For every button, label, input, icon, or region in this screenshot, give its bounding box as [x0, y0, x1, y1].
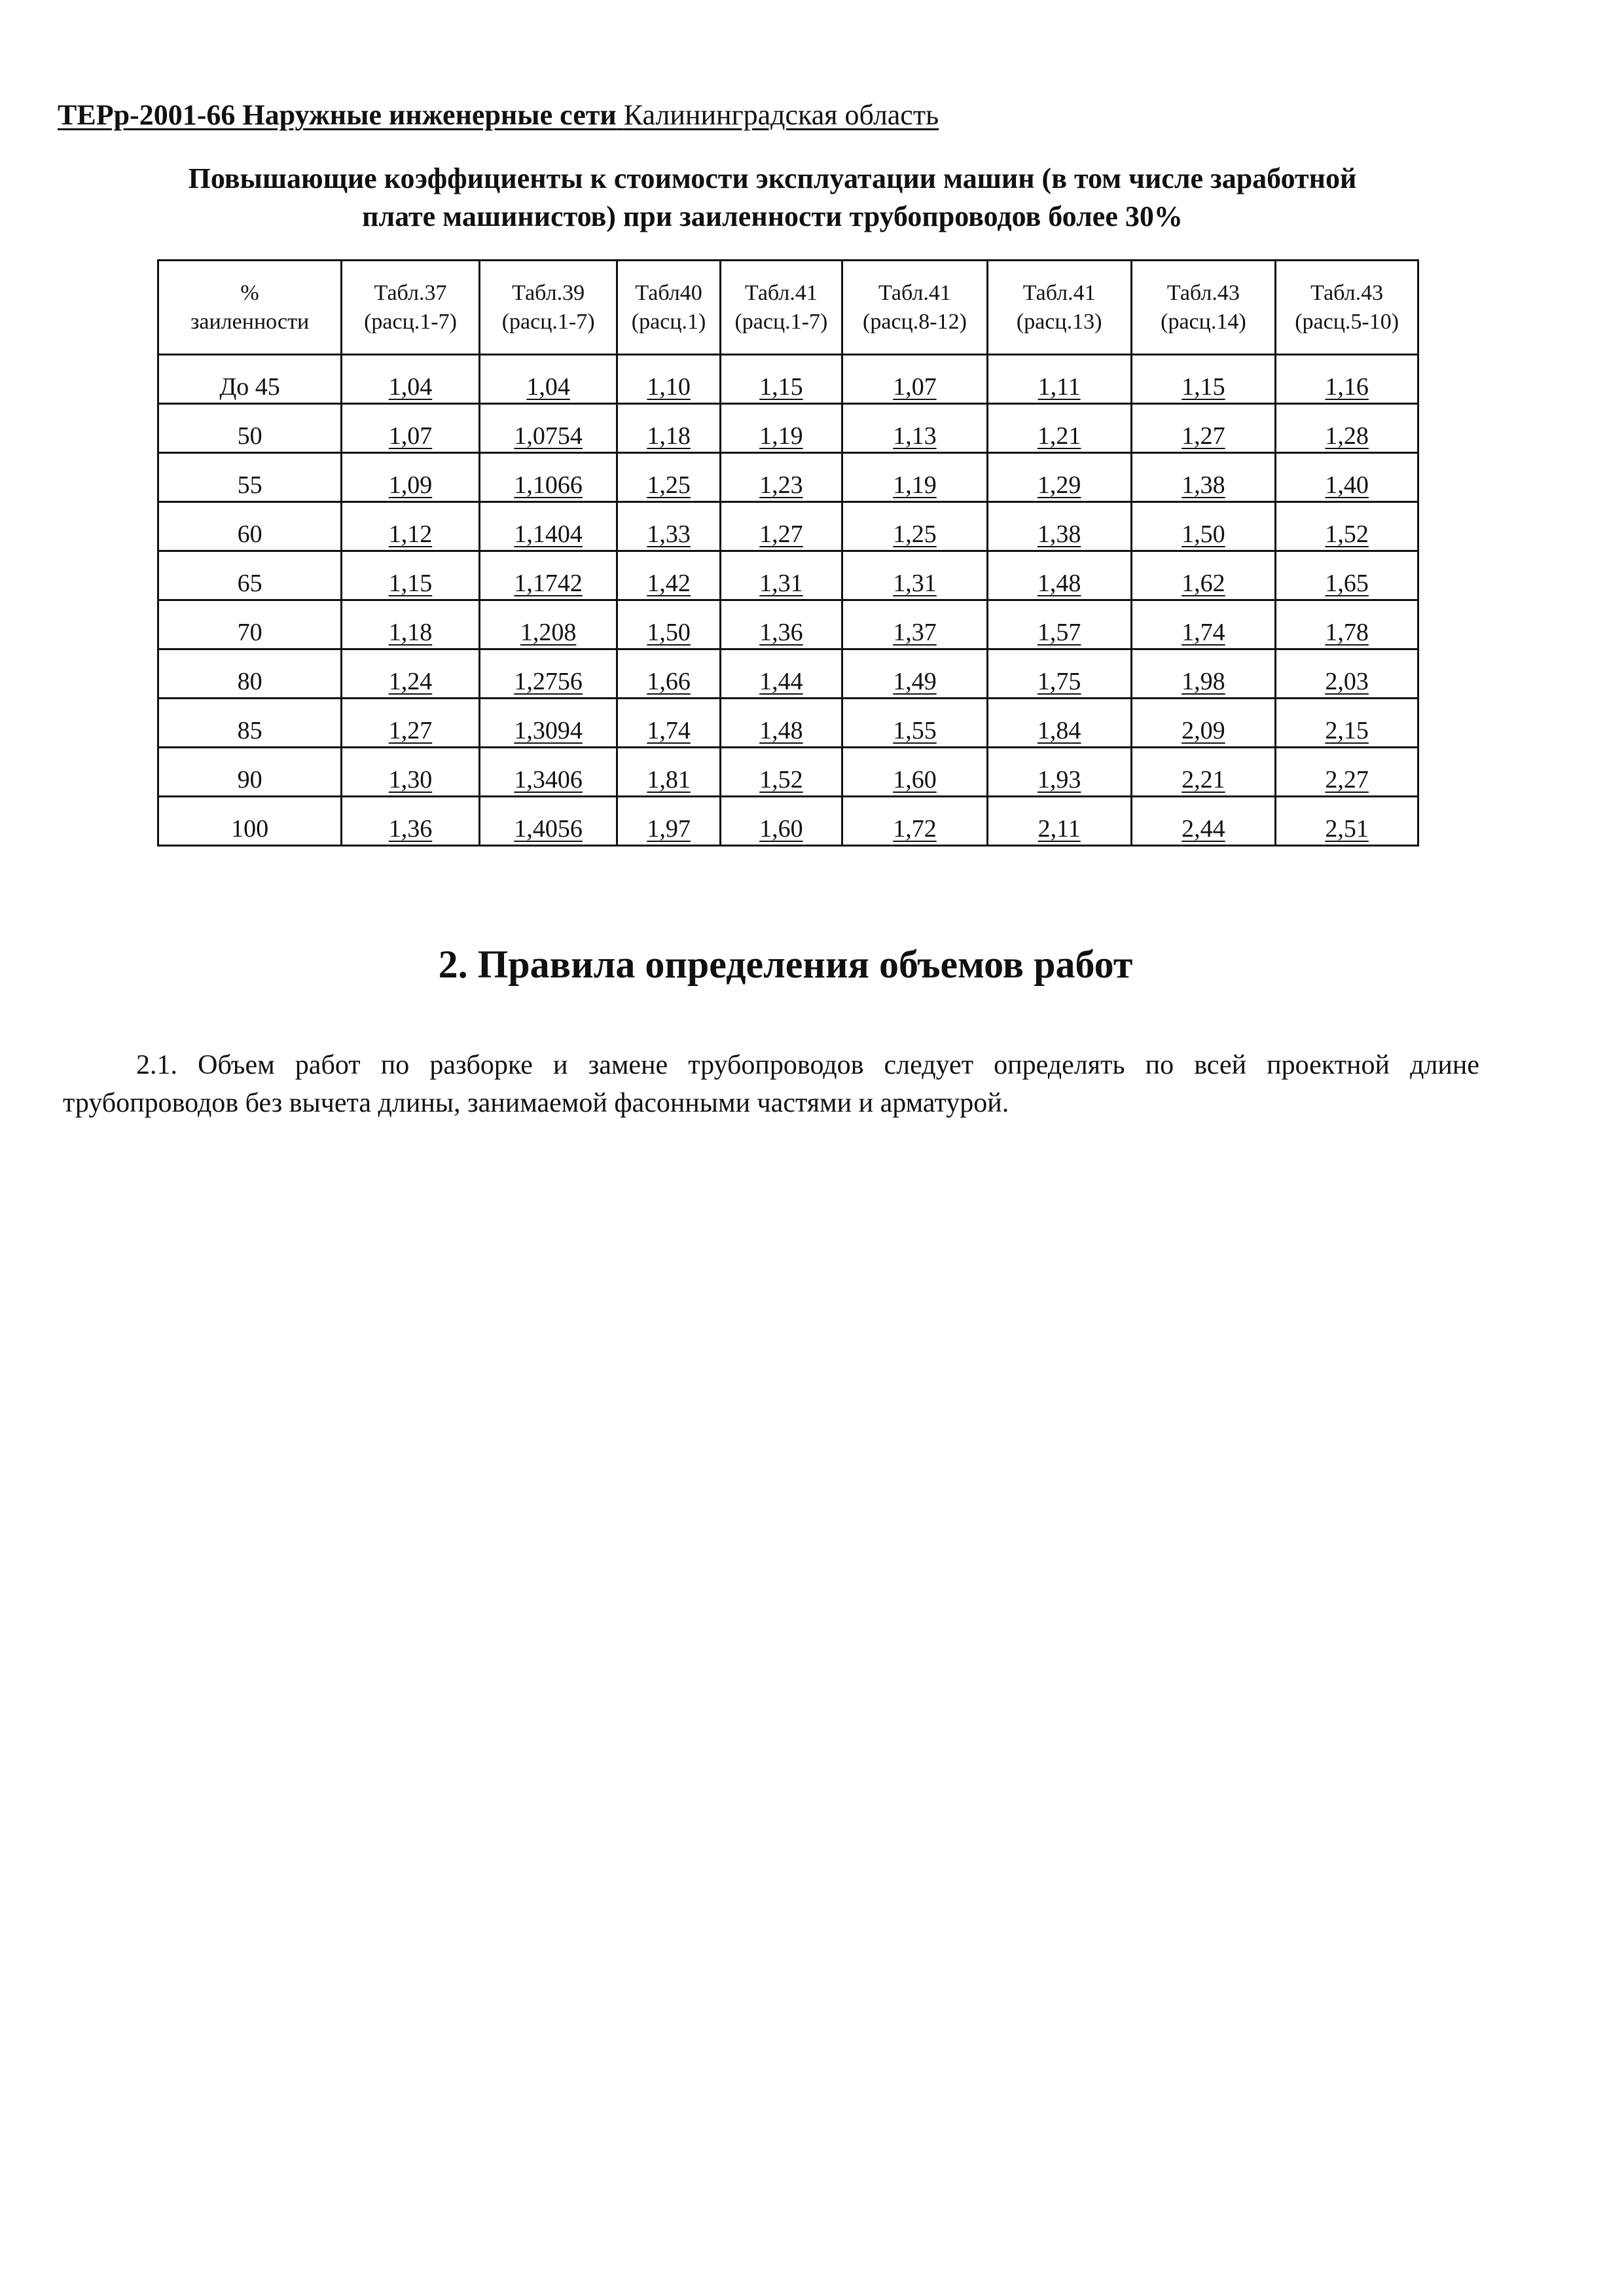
table-cell: 2,11	[987, 797, 1131, 846]
table-cell: 1,3094	[479, 699, 617, 748]
table-cell: 2,27	[1276, 748, 1418, 797]
column-header-line-1: Табл.41	[1022, 280, 1096, 305]
table-cell: 1,48	[987, 551, 1131, 600]
table-cell: 1,75	[987, 649, 1131, 699]
table-cell: 1,37	[842, 600, 988, 649]
table-cell: 1,19	[720, 404, 842, 453]
column-header-tabl41-8-12	[842, 261, 988, 355]
table-cell: 1,11	[987, 355, 1131, 404]
column-header-line-2: (расц.13)	[1016, 309, 1102, 334]
table-cell: 1,1404	[479, 502, 617, 551]
table-cell: 1,31	[842, 551, 988, 600]
column-header-line-2: (расц.1-7)	[734, 309, 828, 334]
table-cell: 1,52	[1276, 502, 1418, 551]
document-code: ТЕРр-2001-66 Наружные инженерные сети	[58, 99, 617, 131]
table-cell: 1,18	[617, 404, 720, 453]
column-header-tabl39	[479, 261, 617, 355]
table-cell: 2,09	[1131, 699, 1276, 748]
column-header-line-1: Табл.39	[512, 280, 585, 305]
table-cell: 1,12	[342, 502, 480, 551]
table-cell: 1,36	[720, 600, 842, 649]
table-cell: 1,24	[342, 649, 480, 699]
table-cell: 1,60	[842, 748, 988, 797]
table-cell: 1,07	[342, 404, 480, 453]
column-header-tabl41-1-7	[720, 261, 842, 355]
table-cell: 1,0754	[479, 404, 617, 453]
column-header-tabl40	[617, 261, 720, 355]
column-header-line-1: Табл.43	[1310, 280, 1384, 305]
table-cell: 1,44	[720, 649, 842, 699]
column-header-tabl37	[342, 261, 480, 355]
table-cell: 1,31	[720, 551, 842, 600]
table-cell: 1,50	[617, 600, 720, 649]
table-cell: 1,1066	[479, 453, 617, 502]
table-cell: 1,97	[617, 797, 720, 846]
table-cell: 2,15	[1276, 699, 1418, 748]
table-cell: 1,38	[987, 502, 1131, 551]
table-cell: 1,50	[1131, 502, 1276, 551]
table-cell: 2,51	[1276, 797, 1418, 846]
table-cell: 1,09	[342, 453, 480, 502]
table-cell: 1,84	[987, 699, 1131, 748]
table-cell: 1,36	[342, 797, 480, 846]
table-title-line-2: плате машинистов) при заиленности трубопроводов более 30%	[362, 200, 1183, 232]
table-cell: 1,98	[1131, 649, 1276, 699]
table-cell: 1,25	[842, 502, 988, 551]
table-cell: 1,3406	[479, 748, 617, 797]
table-cell: 1,81	[617, 748, 720, 797]
table-cell: 1,27	[342, 699, 480, 748]
table-cell: 1,18	[342, 600, 480, 649]
table-row	[158, 649, 1418, 699]
section-heading: 2. Правила определения объемов работ	[438, 943, 1133, 986]
table-cell: 1,66	[617, 649, 720, 699]
table-cell: 2,44	[1131, 797, 1276, 846]
column-header-line-1: Табл.41	[744, 280, 818, 305]
column-header-line-1: Табл.43	[1166, 280, 1240, 305]
table-cell: 1,42	[617, 551, 720, 600]
table-cell: 1,25	[617, 453, 720, 502]
column-header-line-2: (расц.1-7)	[364, 309, 457, 334]
table-cell-percent: 70	[158, 600, 342, 649]
table-cell: 1,04	[479, 355, 617, 404]
table-cell: 1,13	[842, 404, 988, 453]
table-cell: 1,19	[842, 453, 988, 502]
table-cell-percent: 65	[158, 551, 342, 600]
column-header-tabl41-13	[987, 261, 1131, 355]
table-cell: 1,48	[720, 699, 842, 748]
table-cell: 1,60	[720, 797, 842, 846]
column-header-percent	[158, 261, 342, 355]
table-cell: 2,03	[1276, 649, 1418, 699]
table-cell: 1,74	[1131, 600, 1276, 649]
table-cell: 1,21	[987, 404, 1131, 453]
column-header-line-2: (расц.14)	[1161, 309, 1246, 334]
table-row	[158, 699, 1418, 748]
table-cell-percent: 55	[158, 453, 342, 502]
table-title-line-1: Повышающие коэффициенты к стоимости эксплуатации машин (в том числе заработной	[188, 162, 1357, 194]
table-cell-percent: 80	[158, 649, 342, 699]
table-cell: 1,16	[1276, 355, 1418, 404]
table-row	[158, 748, 1418, 797]
table-cell: 1,40	[1276, 453, 1418, 502]
table-row	[158, 453, 1418, 502]
table-cell: 1,15	[1131, 355, 1276, 404]
column-header-line-1: Табл40	[635, 280, 702, 305]
table-row	[158, 404, 1418, 453]
table-cell: 1,27	[1131, 404, 1276, 453]
column-header-tabl43-14	[1131, 261, 1276, 355]
table-cell: 1,04	[342, 355, 480, 404]
page-header	[58, 97, 939, 134]
table-cell: 1,28	[1276, 404, 1418, 453]
table-cell: 1,55	[842, 699, 988, 748]
table-cell: 1,4056	[479, 797, 617, 846]
table-cell-percent: До 45	[158, 355, 342, 404]
table-cell: 1,72	[842, 797, 988, 846]
table-row	[158, 600, 1418, 649]
table-cell: 1,07	[842, 355, 988, 404]
table-cell: 1,30	[342, 748, 480, 797]
table-cell: 1,65	[1276, 551, 1418, 600]
table-cell-percent: 90	[158, 748, 342, 797]
column-header-line-1: Табл.37	[374, 280, 447, 305]
table-cell: 1,15	[342, 551, 480, 600]
table-cell-percent: 50	[158, 404, 342, 453]
table-cell: 1,27	[720, 502, 842, 551]
table-row	[158, 502, 1418, 551]
table-row	[158, 551, 1418, 600]
table-row	[158, 797, 1418, 846]
table-cell-percent: 60	[158, 502, 342, 551]
coefficient-table	[157, 259, 1419, 847]
column-header-line-2: (расц.8-12)	[863, 309, 967, 334]
column-header-line-1: %	[240, 280, 259, 305]
table-cell: 2,21	[1131, 748, 1276, 797]
document-region: Калининградская область	[623, 99, 939, 131]
table-cell: 1,38	[1131, 453, 1276, 502]
column-header-line-2: (расц.1-7)	[501, 309, 595, 334]
table-cell: 1,93	[987, 748, 1131, 797]
table-cell: 1,15	[720, 355, 842, 404]
table-cell: 1,23	[720, 453, 842, 502]
table-cell: 1,52	[720, 748, 842, 797]
table-cell: 1,62	[1131, 551, 1276, 600]
column-header-line-1: Табл.41	[878, 280, 951, 305]
table-header-row	[158, 261, 1418, 355]
table-cell-percent: 100	[158, 797, 342, 846]
table-title	[131, 160, 1414, 236]
table-cell: 1,10	[617, 355, 720, 404]
column-header-tabl43-5-10	[1276, 261, 1418, 355]
table-row	[158, 355, 1418, 404]
table-cell: 1,208	[479, 600, 617, 649]
table-cell: 1,78	[1276, 600, 1418, 649]
table-cell-percent: 85	[158, 699, 342, 748]
table-cell: 1,49	[842, 649, 988, 699]
table-cell: 1,2756	[479, 649, 617, 699]
table-cell: 1,33	[617, 502, 720, 551]
table-cell: 1,57	[987, 600, 1131, 649]
table-cell: 1,1742	[479, 551, 617, 600]
table-cell: 1,29	[987, 453, 1131, 502]
column-header-line-2: (расц.1)	[631, 309, 706, 334]
column-header-line-2: (расц.5-10)	[1295, 309, 1399, 334]
table-cell: 1,74	[617, 699, 720, 748]
column-header-line-2: заиленности	[190, 309, 310, 334]
section-paragraph: 2.1. Объем работ по разборке и замене трубопроводов следует определять по всей проектной длине трубопроводов без вычета длины, занимаемой фасонными частями и арматурой.	[63, 1050, 1479, 1118]
